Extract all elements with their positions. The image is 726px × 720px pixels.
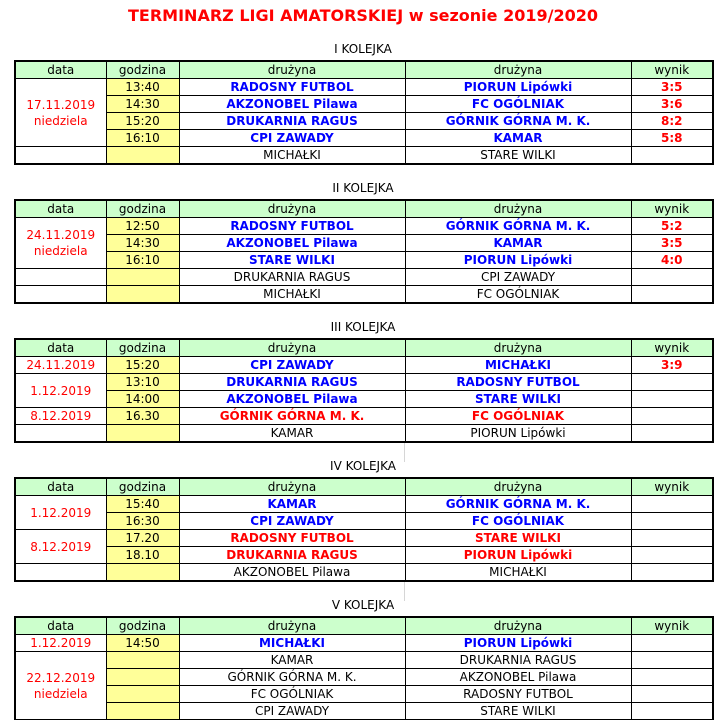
col-header-druzyna-away: drużyna <box>405 339 631 357</box>
schedule-table <box>14 616 714 720</box>
away-team-cell: GÓRNIK GÓRNA M. K. <box>405 113 631 130</box>
date-cell: 24.11.2019 niedziela <box>15 218 106 269</box>
match-row <box>15 252 713 269</box>
date-cell <box>15 147 106 165</box>
time-cell: 16:10 <box>106 130 179 147</box>
score-cell <box>631 147 713 165</box>
away-team-cell: MICHAŁKI <box>405 357 631 374</box>
time-cell <box>106 564 179 582</box>
home-team-cell: RADOSNY FUTBOL <box>179 530 405 547</box>
schedule-table <box>14 477 714 582</box>
home-team-cell: DRUKARNIA RAGUS <box>179 374 405 391</box>
col-header-druzyna-home: drużyna <box>179 61 405 79</box>
away-team-cell: FC OGÓLNIAK <box>405 96 631 113</box>
time-cell <box>106 703 179 720</box>
col-header-godzina: godzina <box>106 200 179 218</box>
schedule-table <box>14 60 714 165</box>
match-row <box>15 530 713 547</box>
time-cell <box>106 286 179 304</box>
col-header-druzyna-home: drużyna <box>179 478 405 496</box>
time-cell: 13:10 <box>106 374 179 391</box>
score-cell <box>631 686 713 703</box>
date-cell: 8.12.2019 <box>15 530 106 564</box>
away-team-cell: DRUKARNIA RAGUS <box>405 652 631 669</box>
score-cell <box>631 374 713 391</box>
away-team-cell: GÓRNIK GÓRNA M. K. <box>405 496 631 513</box>
col-header-druzyna-away: drużyna <box>405 200 631 218</box>
round-heading: III KOLEJKA <box>330 320 396 334</box>
time-cell <box>106 269 179 286</box>
away-team-cell: STARE WILKI <box>405 530 631 547</box>
date-cell: 1.12.2019 <box>15 374 106 408</box>
col-header-data: data <box>15 478 106 496</box>
home-team-cell: KAMAR <box>179 496 405 513</box>
match-row <box>15 669 713 686</box>
col-header-druzyna-home: drużyna <box>179 617 405 635</box>
col-header-druzyna-away: drużyna <box>405 617 631 635</box>
away-team-cell: PIORUN Lipówki <box>405 547 631 564</box>
col-header-godzina: godzina <box>106 478 179 496</box>
col-header-druzyna-away: drużyna <box>405 478 631 496</box>
score-cell: 8:2 <box>631 113 713 130</box>
home-team-cell: DRUKARNIA RAGUS <box>179 269 405 286</box>
col-header-data: data <box>15 339 106 357</box>
time-cell: 15:20 <box>106 357 179 374</box>
match-row <box>15 496 713 513</box>
match-row <box>15 513 713 530</box>
score-cell <box>631 513 713 530</box>
away-team-cell: STARE WILKI <box>405 703 631 720</box>
away-team-cell: PIORUN Lipówki <box>405 79 631 96</box>
time-cell: 15:20 <box>106 113 179 130</box>
score-cell <box>631 269 713 286</box>
date-cell: 8.12.2019 <box>15 408 106 425</box>
time-cell: 16.30 <box>106 408 179 425</box>
date-cell: 17.11.2019 niedziela <box>15 79 106 147</box>
away-team-cell: PIORUN Lipówki <box>405 252 631 269</box>
away-team-cell: PIORUN Lipówki <box>405 425 631 443</box>
round-heading: I KOLEJKA <box>334 42 392 56</box>
home-team-cell: AKZONOBEL Pilawa <box>179 564 405 582</box>
away-team-cell: KAMAR <box>405 130 631 147</box>
match-row <box>15 147 713 165</box>
away-team-cell: FC OGÓLNIAK <box>405 513 631 530</box>
home-team-cell: AKZONOBEL Pilawa <box>179 391 405 408</box>
date-cell: 1.12.2019 <box>15 496 106 530</box>
col-header-godzina: godzina <box>106 339 179 357</box>
away-team-cell: PIORUN Lipówki <box>405 635 631 652</box>
header-row <box>15 478 713 496</box>
header-row <box>15 617 713 635</box>
match-row <box>15 286 713 304</box>
home-team-cell: MICHAŁKI <box>179 147 405 165</box>
header-row <box>15 61 713 79</box>
score-cell: 4:0 <box>631 252 713 269</box>
time-cell <box>106 669 179 686</box>
away-team-cell: RADOSNY FUTBOL <box>405 374 631 391</box>
home-team-cell: STARE WILKI <box>179 252 405 269</box>
score-cell: 3:6 <box>631 96 713 113</box>
home-team-cell: CPI ZAWADY <box>179 703 405 720</box>
col-header-data: data <box>15 61 106 79</box>
home-team-cell: DRUKARNIA RAGUS <box>179 113 405 130</box>
home-team-cell: CPI ZAWADY <box>179 357 405 374</box>
match-row <box>15 113 713 130</box>
match-row <box>15 408 713 425</box>
time-cell <box>106 147 179 165</box>
round-heading: V KOLEJKA <box>331 598 395 612</box>
round-section-4 <box>0 459 726 582</box>
col-header-godzina: godzina <box>106 617 179 635</box>
score-cell <box>631 669 713 686</box>
time-cell: 15:40 <box>106 496 179 513</box>
away-team-cell: MICHAŁKI <box>405 564 631 582</box>
score-cell: 3:9 <box>631 357 713 374</box>
col-header-data: data <box>15 617 106 635</box>
col-header-wynik: wynik <box>631 61 713 79</box>
match-row <box>15 564 713 582</box>
away-team-cell: FC OGÓLNIAK <box>405 286 631 304</box>
score-cell: 3:5 <box>631 79 713 96</box>
score-cell <box>631 391 713 408</box>
round-heading: II KOLEJKA <box>332 181 394 195</box>
away-team-cell: FC OGÓLNIAK <box>405 408 631 425</box>
date-cell <box>15 564 106 582</box>
score-cell: 5:2 <box>631 218 713 235</box>
page-title: TERMINARZ LIGI AMATORSKIEJ w sezonie 2019/2020 <box>128 6 598 25</box>
date-cell: 24.11.2019 <box>15 357 106 374</box>
away-team-cell: STARE WILKI <box>405 147 631 165</box>
time-cell: 17.20 <box>106 530 179 547</box>
col-header-wynik: wynik <box>631 617 713 635</box>
home-team-cell: RADOSNY FUTBOL <box>179 218 405 235</box>
date-cell: 1.12.2019 <box>15 635 106 652</box>
time-cell: 18.10 <box>106 547 179 564</box>
round-section-1 <box>0 42 726 165</box>
match-row <box>15 79 713 96</box>
away-team-cell: GÓRNIK GÓRNA M. K. <box>405 218 631 235</box>
score-cell <box>631 635 713 652</box>
date-cell <box>15 286 106 304</box>
round-section-5 <box>0 598 726 720</box>
score-cell <box>631 530 713 547</box>
time-cell: 16:30 <box>106 513 179 530</box>
match-row <box>15 357 713 374</box>
score-cell <box>631 703 713 720</box>
col-header-druzyna-home: drużyna <box>179 200 405 218</box>
home-team-cell: CPI ZAWADY <box>179 130 405 147</box>
col-header-wynik: wynik <box>631 200 713 218</box>
time-cell: 14:30 <box>106 235 179 252</box>
match-row <box>15 547 713 564</box>
score-cell: 5:8 <box>631 130 713 147</box>
home-team-cell: KAMAR <box>179 425 405 443</box>
round-section-3 <box>0 320 726 443</box>
date-cell <box>15 269 106 286</box>
col-header-druzyna-away: drużyna <box>405 61 631 79</box>
match-row <box>15 425 713 443</box>
away-team-cell: CPI ZAWADY <box>405 269 631 286</box>
home-team-cell: RADOSNY FUTBOL <box>179 79 405 96</box>
header-row <box>15 339 713 357</box>
away-team-cell: AKZONOBEL Pilawa <box>405 669 631 686</box>
time-cell: 13:40 <box>106 79 179 96</box>
match-row <box>15 96 713 113</box>
match-row <box>15 391 713 408</box>
header-row <box>15 200 713 218</box>
time-cell <box>106 652 179 669</box>
away-team-cell: STARE WILKI <box>405 391 631 408</box>
round-heading: IV KOLEJKA <box>330 459 396 473</box>
home-team-cell: AKZONOBEL Pilawa <box>179 235 405 252</box>
score-cell <box>631 547 713 564</box>
schedule-table <box>14 199 714 304</box>
match-row <box>15 635 713 652</box>
time-cell <box>106 686 179 703</box>
score-cell <box>631 652 713 669</box>
time-cell: 12:50 <box>106 218 179 235</box>
col-header-druzyna-home: drużyna <box>179 339 405 357</box>
match-row <box>15 218 713 235</box>
time-cell <box>106 425 179 443</box>
time-cell: 14:00 <box>106 391 179 408</box>
match-row <box>15 374 713 391</box>
home-team-cell: AKZONOBEL Pilawa <box>179 96 405 113</box>
date-cell: 22.12.2019 niedziela <box>15 652 106 720</box>
home-team-cell: MICHAŁKI <box>179 635 405 652</box>
score-cell: 3:5 <box>631 235 713 252</box>
time-cell: 16:10 <box>106 252 179 269</box>
col-header-data: data <box>15 200 106 218</box>
time-cell: 14:50 <box>106 635 179 652</box>
home-team-cell: MICHAŁKI <box>179 286 405 304</box>
match-row <box>15 130 713 147</box>
away-team-cell: RADOSNY FUTBOL <box>405 686 631 703</box>
away-team-cell: KAMAR <box>405 235 631 252</box>
match-row <box>15 703 713 720</box>
col-header-wynik: wynik <box>631 478 713 496</box>
match-row <box>15 686 713 703</box>
schedule-table <box>14 338 714 443</box>
score-cell <box>631 408 713 425</box>
col-header-godzina: godzina <box>106 61 179 79</box>
match-row <box>15 652 713 669</box>
score-cell <box>631 496 713 513</box>
score-cell <box>631 425 713 443</box>
date-cell <box>15 425 106 443</box>
match-row <box>15 269 713 286</box>
home-team-cell: KAMAR <box>179 652 405 669</box>
score-cell <box>631 286 713 304</box>
home-team-cell: FC OGÓLNIAK <box>179 686 405 703</box>
round-section-2 <box>0 181 726 304</box>
home-team-cell: GÓRNIK GÓRNA M. K. <box>179 408 405 425</box>
match-row <box>15 235 713 252</box>
col-header-wynik: wynik <box>631 339 713 357</box>
rounds-container <box>0 42 726 720</box>
time-cell: 14:30 <box>106 96 179 113</box>
home-team-cell: DRUKARNIA RAGUS <box>179 547 405 564</box>
home-team-cell: CPI ZAWADY <box>179 513 405 530</box>
score-cell <box>631 564 713 582</box>
home-team-cell: GÓRNIK GÓRNA M. K. <box>179 669 405 686</box>
